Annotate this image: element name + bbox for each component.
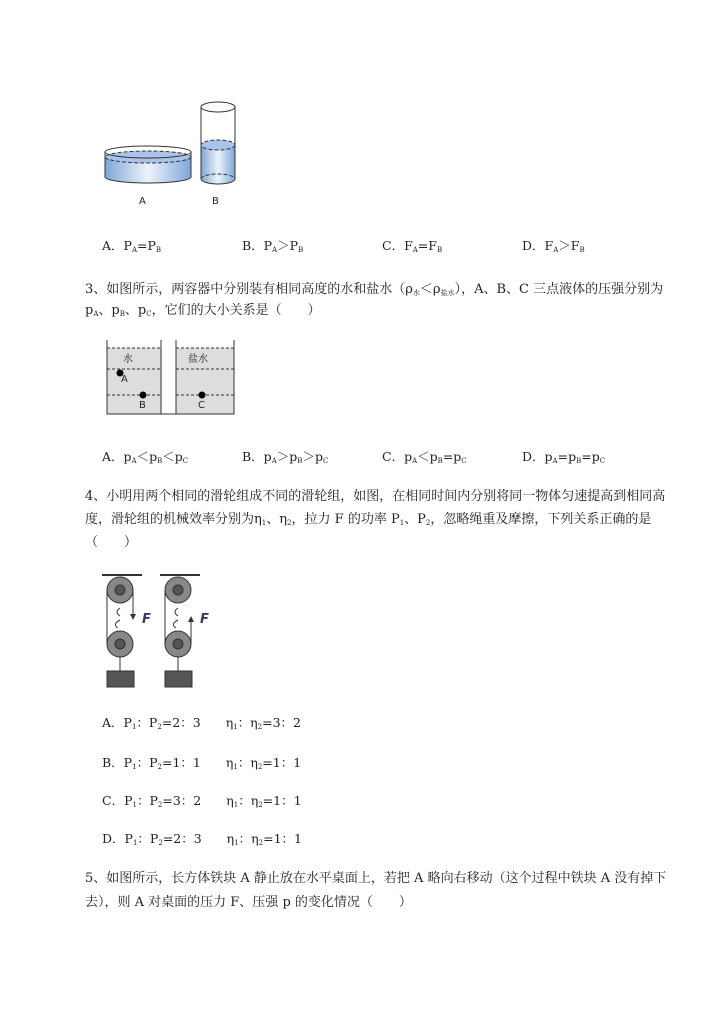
q3-option-d[interactable] bbox=[522, 447, 605, 465]
subscript: B bbox=[119, 310, 125, 318]
subscript: 1 bbox=[132, 801, 137, 809]
container-b bbox=[201, 102, 235, 184]
subscript: A bbox=[412, 246, 418, 254]
text-segment: D．P bbox=[102, 831, 133, 846]
subscript: A bbox=[272, 246, 278, 254]
pulley-figure bbox=[100, 568, 240, 693]
q4-option-c[interactable] bbox=[102, 791, 302, 809]
text-segment: ：P bbox=[136, 793, 158, 808]
subscript: 2 bbox=[257, 723, 263, 731]
text-segment: B．P bbox=[242, 238, 273, 253]
text-segment: =P bbox=[137, 238, 156, 253]
text-segment: =p bbox=[442, 449, 462, 464]
text-segment: ＜p bbox=[162, 449, 183, 464]
text-segment: ，拉力 F 的功率 P bbox=[291, 512, 400, 527]
q2-option-c[interactable] bbox=[382, 236, 442, 254]
subscript: 水 bbox=[412, 289, 420, 297]
text-segment: B．p bbox=[242, 449, 272, 464]
text-segment: 、η bbox=[266, 512, 288, 527]
text-segment: ：η bbox=[237, 715, 258, 730]
text-segment: p bbox=[85, 303, 94, 318]
text-segment: ：P bbox=[136, 755, 158, 770]
q5-text-line1 bbox=[85, 867, 666, 886]
force-label-1: F bbox=[142, 612, 151, 627]
text-segment: ），A、B、C 三点液体的压强分别为 bbox=[454, 282, 664, 297]
text-segment: D．p bbox=[522, 449, 553, 464]
q3-option-c[interactable] bbox=[382, 447, 467, 465]
q2-option-d[interactable] bbox=[522, 236, 585, 254]
subscript: 1 bbox=[132, 763, 137, 771]
text-segment: 、p bbox=[98, 303, 120, 318]
subscript: 2 bbox=[258, 801, 263, 809]
text-segment: 5、如图所示，长方体铁块 A 静止放在水平桌面上，若把 A 略向右移动（这个过程中铁块 A 没有掉下 bbox=[85, 871, 667, 886]
text-segment: =3：2 bbox=[262, 715, 302, 730]
text-segment: D．F bbox=[522, 238, 554, 253]
q3-option-a[interactable] bbox=[102, 447, 188, 465]
text-segment: =1：1 bbox=[262, 755, 302, 770]
subscript: B bbox=[436, 246, 443, 254]
label-saltwater: 盐水 bbox=[188, 354, 208, 365]
text-segment: ，它们的大小关系是（ ） bbox=[151, 303, 321, 318]
subscript: C bbox=[461, 457, 467, 465]
subscript: B bbox=[155, 246, 162, 254]
text-segment: ：η bbox=[238, 831, 259, 846]
subscript: 2 bbox=[425, 519, 431, 527]
text-segment: =F bbox=[417, 238, 437, 253]
subscript: B bbox=[576, 457, 582, 465]
subscript: C bbox=[322, 457, 329, 465]
text-segment: ＞p bbox=[276, 449, 298, 464]
text-segment: B．P bbox=[102, 755, 133, 770]
subscript: 1 bbox=[233, 763, 238, 771]
subscript: C bbox=[599, 457, 606, 465]
label-c: C bbox=[198, 400, 205, 411]
q4-option-a[interactable] bbox=[102, 713, 301, 731]
subscript: 1 bbox=[261, 519, 267, 527]
subscript: A bbox=[271, 457, 277, 465]
figure-label-a: A bbox=[139, 196, 146, 207]
text-segment: =p bbox=[581, 449, 600, 464]
text-segment: A．p bbox=[102, 449, 132, 464]
text-segment: =2：3 η bbox=[162, 831, 235, 846]
text-segment: ＞P bbox=[277, 238, 299, 253]
q4-text-line2 bbox=[85, 508, 651, 527]
q4-text-line1 bbox=[85, 485, 665, 504]
text-segment: =p bbox=[557, 449, 577, 464]
subscript: 2 bbox=[287, 519, 292, 527]
subscript: 1 bbox=[233, 801, 239, 809]
subscript: A bbox=[131, 246, 138, 254]
subscript: 盐水 bbox=[440, 289, 455, 297]
subscript: 2 bbox=[157, 723, 162, 731]
text-segment: 4、小明用两个相同的滑轮组成不同的滑轮组，如图，在相同时间内分别将同一物体匀速提高到相同高 bbox=[85, 489, 666, 504]
subscript: A bbox=[131, 457, 137, 465]
q5-text-line2 bbox=[85, 891, 412, 910]
subscript: 1 bbox=[234, 839, 239, 847]
q3-option-b[interactable] bbox=[242, 447, 328, 465]
q4-option-d[interactable] bbox=[102, 829, 302, 847]
subscript: A bbox=[553, 246, 559, 254]
text-segment: =1：1 η bbox=[161, 755, 234, 770]
containers-figure bbox=[95, 95, 245, 215]
subscript: C bbox=[182, 457, 189, 465]
subscript: B bbox=[157, 457, 163, 465]
subscript: B bbox=[298, 246, 304, 254]
q2-option-a[interactable] bbox=[102, 236, 161, 254]
text-segment: ，忽略绳重及摩擦，下列关系正确的是 bbox=[430, 512, 652, 527]
subscript: 1 bbox=[131, 723, 137, 731]
q2-option-b[interactable] bbox=[242, 236, 303, 254]
subscript: 2 bbox=[257, 763, 263, 771]
text-segment: C．F bbox=[382, 238, 413, 253]
text-segment: A．P bbox=[102, 715, 132, 730]
text-segment: =1：1 bbox=[263, 831, 302, 846]
text-segment: 去），则 A 对桌面的压力 F、压强 p 的变化情况（ ） bbox=[85, 895, 412, 910]
text-segment: ：P bbox=[136, 715, 158, 730]
point-c bbox=[199, 392, 206, 399]
text-segment: 、P bbox=[404, 512, 426, 527]
subscript: C bbox=[146, 310, 152, 318]
text-segment: ＜ρ bbox=[419, 282, 441, 297]
text-segment: C．p bbox=[382, 449, 413, 464]
q4-text-line3 bbox=[85, 531, 137, 550]
subscript: B bbox=[579, 246, 585, 254]
text-segment: A．P bbox=[102, 238, 132, 253]
subscript: 1 bbox=[233, 723, 238, 731]
subscript: 2 bbox=[157, 801, 163, 809]
text-segment: =3：2 η bbox=[162, 793, 234, 808]
text-segment: ：η bbox=[237, 755, 258, 770]
subscript: 2 bbox=[157, 763, 162, 771]
text-segment: =2：3 η bbox=[161, 715, 234, 730]
point-b bbox=[140, 392, 147, 399]
text-segment: ：P bbox=[137, 831, 159, 846]
text-segment: 3、如图所示，两容器中分别装有相同高度的水和盐水（ρ bbox=[85, 282, 413, 297]
label-water: 水 bbox=[123, 354, 133, 365]
figure-label-b: B bbox=[212, 196, 219, 207]
text-segment: ＜p bbox=[136, 449, 158, 464]
text-segment: C．P bbox=[102, 793, 133, 808]
q3-text-line1 bbox=[85, 278, 663, 298]
subscript: A bbox=[552, 457, 558, 465]
subscript: B bbox=[437, 457, 443, 465]
text-segment: ＞F bbox=[558, 238, 580, 253]
subscript: B bbox=[297, 457, 303, 465]
text-segment: ＞p bbox=[302, 449, 323, 464]
subscript: 2 bbox=[258, 839, 264, 847]
container-a bbox=[105, 146, 191, 183]
q3-text-line2 bbox=[85, 299, 321, 318]
force-label-2: F bbox=[200, 612, 209, 627]
text-segment: ：η bbox=[238, 793, 259, 808]
subscript: A bbox=[412, 457, 418, 465]
subscript: 1 bbox=[132, 839, 138, 847]
subscript: A bbox=[93, 310, 99, 318]
text-segment: ＜p bbox=[417, 449, 438, 464]
label-a: A bbox=[121, 374, 128, 385]
text-segment: （ ） bbox=[85, 535, 138, 550]
label-b: B bbox=[139, 400, 146, 411]
subscript: 1 bbox=[399, 519, 405, 527]
text-segment: 度，滑轮组的机械效率分别为η bbox=[85, 512, 262, 527]
text-segment: =1：1 bbox=[262, 793, 302, 808]
q4-option-b[interactable] bbox=[102, 753, 301, 771]
subscript: 2 bbox=[158, 839, 163, 847]
text-segment: 、p bbox=[124, 303, 147, 318]
